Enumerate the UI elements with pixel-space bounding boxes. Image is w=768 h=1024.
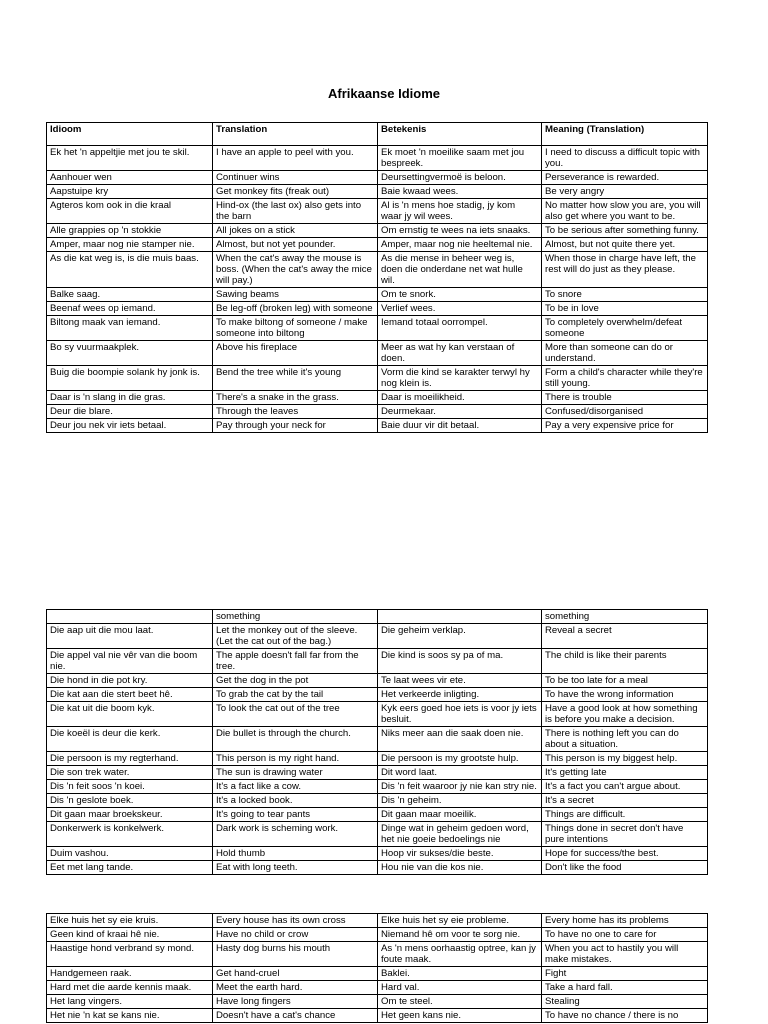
cell-idioom: Geen kind of kraai hê nie.	[47, 928, 213, 942]
table-row	[47, 780, 708, 794]
cell-idioom: Die kat aan die stert beet hê.	[47, 688, 213, 702]
table-row	[47, 861, 708, 875]
cell-betekenis: Vorm die kind se karakter terwyl hy nog klein is.	[378, 366, 542, 391]
cell-translation: It's going to tear pants	[213, 808, 378, 822]
cell-betekenis: Die persoon is my grootste hulp.	[378, 752, 542, 766]
table-row	[47, 727, 708, 752]
cell-translation: To look the cat out of the tree	[213, 702, 378, 727]
cell-betekenis: Kyk eers goed hoe iets is voor jy iets besluit.	[378, 702, 542, 727]
cell-translation: To grab the cat by the tail	[213, 688, 378, 702]
table-body	[47, 914, 708, 1023]
cell-translation: Sawing beams	[213, 288, 378, 302]
idiom-table-2	[46, 609, 708, 875]
table-row	[47, 224, 708, 238]
cell-meaning: To completely overwhelm/defeat someone	[542, 316, 708, 341]
cell-translation: Meet the earth hard.	[213, 981, 378, 995]
cell-idioom: Elke huis het sy eie kruis.	[47, 914, 213, 928]
cell-translation: It's a fact like a cow.	[213, 780, 378, 794]
cell-translation: This person is my right hand.	[213, 752, 378, 766]
cell-idioom: Agteros kom ook in die kraal	[47, 199, 213, 224]
cell-translation: Above his fireplace	[213, 341, 378, 366]
cell-meaning: To be too late for a meal	[542, 674, 708, 688]
cell-meaning: Pay a very expensive price for	[542, 419, 708, 433]
cell-translation: Get hand-cruel	[213, 967, 378, 981]
cell-idioom: Aapstuipe kry	[47, 185, 213, 199]
cell-idioom: Die kat uit die boom kyk.	[47, 702, 213, 727]
cell-betekenis: Deurmekaar.	[378, 405, 542, 419]
table-row	[47, 822, 708, 847]
cell-betekenis: Om te steel.	[378, 995, 542, 1009]
header-idioom: Idioom	[47, 123, 213, 146]
page-title: Afrikaanse Idiome	[328, 86, 440, 101]
cell-betekenis: Het geen kans nie.	[378, 1009, 542, 1023]
cell-meaning: Things are difficult.	[542, 808, 708, 822]
cell-meaning: This person is my biggest help.	[542, 752, 708, 766]
cell-meaning: Almost, but not quite there yet.	[542, 238, 708, 252]
cell-betekenis: Hard val.	[378, 981, 542, 995]
cell-translation: Hasty dog burns his mouth	[213, 942, 378, 967]
cell-translation: Through the leaves	[213, 405, 378, 419]
cell-betekenis: Baie duur vir dit betaal.	[378, 419, 542, 433]
cell-betekenis: Amper, maar nog nie heeltemal nie.	[378, 238, 542, 252]
cell-translation: To make biltong of someone / make someone into biltong	[213, 316, 378, 341]
header-betekenis: Betekenis	[378, 123, 542, 146]
table-header-row	[47, 123, 708, 146]
table-row	[47, 419, 708, 433]
table-row	[47, 238, 708, 252]
cell-meaning: To have no one to care for	[542, 928, 708, 942]
cell-meaning: To have no chance / there is no	[542, 1009, 708, 1023]
cell-betekenis: As 'n mens oorhaastig optree, kan jy foute maak.	[378, 942, 542, 967]
table-body	[47, 610, 708, 875]
cell-betekenis: Hou nie van die kos nie.	[378, 861, 542, 875]
cell-betekenis: Baklei.	[378, 967, 542, 981]
cell-betekenis: Ek moet 'n moeilike saam met jou bespreek.	[378, 146, 542, 171]
table-row	[47, 752, 708, 766]
cell-idioom: Dis 'n geslote boek.	[47, 794, 213, 808]
cell-meaning: I need to discuss a difficult topic with you.	[542, 146, 708, 171]
cell-translation: Let the monkey out of the sleeve. (Let the cat out of the bag.)	[213, 624, 378, 649]
cell-idioom: Beenaf wees op iemand.	[47, 302, 213, 316]
cell-idioom: Donkerwerk is konkelwerk.	[47, 822, 213, 847]
table-row	[47, 366, 708, 391]
cell-idioom: Dis 'n feit soos 'n koei.	[47, 780, 213, 794]
cell-translation: Have long fingers	[213, 995, 378, 1009]
cell-betekenis: Om ernstig te wees na iets snaaks.	[378, 224, 542, 238]
table-row	[47, 341, 708, 366]
table-row	[47, 928, 708, 942]
table-row	[47, 995, 708, 1009]
cell-betekenis: Dis 'n feit waaroor jy nie kan stry nie.	[378, 780, 542, 794]
table-row	[47, 688, 708, 702]
cell-meaning: There is trouble	[542, 391, 708, 405]
cell-meaning: More than someone can do or understand.	[542, 341, 708, 366]
table-row	[47, 1009, 708, 1023]
cell-idioom: Aanhouer wen	[47, 171, 213, 185]
cell-betekenis: Dit gaan maar moeilik.	[378, 808, 542, 822]
table-row	[47, 794, 708, 808]
table-row	[47, 624, 708, 649]
cell-translation: Hold thumb	[213, 847, 378, 861]
cell-translation: I have an apple to peel with you.	[213, 146, 378, 171]
cell-meaning: To be in love	[542, 302, 708, 316]
cell-betekenis: Deursettingvermoë is beloon.	[378, 171, 542, 185]
table-row	[47, 674, 708, 688]
cell-betekenis: Die geheim verklap.	[378, 624, 542, 649]
table-row	[47, 702, 708, 727]
idiom-table-1	[46, 122, 708, 433]
table-row	[47, 405, 708, 419]
cell-meaning: To snore	[542, 288, 708, 302]
cell-translation: Pay through your neck for	[213, 419, 378, 433]
table-row	[47, 981, 708, 995]
table-row	[47, 914, 708, 928]
table-row	[47, 847, 708, 861]
cell-idioom: Eet met lang tande.	[47, 861, 213, 875]
cell-translation: Doesn't have a cat's chance	[213, 1009, 378, 1023]
cell-idioom: Het nie 'n kat se kans nie.	[47, 1009, 213, 1023]
cell-translation: Almost, but not yet pounder.	[213, 238, 378, 252]
table-row	[47, 391, 708, 405]
cell-meaning: It's a fact you can't argue about.	[542, 780, 708, 794]
table-row	[47, 252, 708, 288]
table-row	[47, 146, 708, 171]
cell-meaning: It's a secret	[542, 794, 708, 808]
cell-meaning: Form a child's character while they're still young.	[542, 366, 708, 391]
cell-betekenis: Al is 'n mens hoe stadig, jy kom waar jy wil wees.	[378, 199, 542, 224]
cell-meaning: To be serious after something funny.	[542, 224, 708, 238]
cell-meaning: To have the wrong information	[542, 688, 708, 702]
cell-meaning: It's getting late	[542, 766, 708, 780]
table-row	[47, 808, 708, 822]
cell-meaning: Perseverance is rewarded.	[542, 171, 708, 185]
cell-betekenis: Verlief wees.	[378, 302, 542, 316]
cell-idioom: Die persoon is my regterhand.	[47, 752, 213, 766]
cell-idioom: Biltong maak van iemand.	[47, 316, 213, 341]
cell-translation: Have no child or crow	[213, 928, 378, 942]
cell-meaning: When you act to hastily you will make mistakes.	[542, 942, 708, 967]
cell-betekenis: Elke huis het sy eie probleme.	[378, 914, 542, 928]
cell-meaning: No matter how slow you are, you will also get where you want to be.	[542, 199, 708, 224]
cell-meaning: Things done in secret don't have pure intentions	[542, 822, 708, 847]
cell-translation: The sun is drawing water	[213, 766, 378, 780]
cell-betekenis: Dit word laat.	[378, 766, 542, 780]
cell-betekenis: Baie kwaad wees.	[378, 185, 542, 199]
cell-meaning: Don't like the food	[542, 861, 708, 875]
cell-idioom: Deur die blare.	[47, 405, 213, 419]
table-row	[47, 185, 708, 199]
cell-idioom: Alle grappies op 'n stokkie	[47, 224, 213, 238]
table-row	[47, 288, 708, 302]
cell-translation: Be leg-off (broken leg) with someone	[213, 302, 378, 316]
cell-betekenis: Niemand hê om voor te sorg nie.	[378, 928, 542, 942]
cell-betekenis: Om te snork.	[378, 288, 542, 302]
cell-idioom: Die son trek water.	[47, 766, 213, 780]
cell-betekenis: Te laat wees vir ete.	[378, 674, 542, 688]
table-row	[47, 942, 708, 967]
header-meaning: Meaning (Translation)	[542, 123, 708, 146]
cell-meaning: There is nothing left you can do about a situation.	[542, 727, 708, 752]
cell-translation: There's a snake in the grass.	[213, 391, 378, 405]
cell-idioom: Deur jou nek vir iets betaal.	[47, 419, 213, 433]
cell-idioom: Bo sy vuurmaakplek.	[47, 341, 213, 366]
cell-meaning: Be very angry	[542, 185, 708, 199]
table-body	[47, 146, 708, 433]
cell-meaning: Fight	[542, 967, 708, 981]
table-row	[47, 649, 708, 674]
cell-idioom: Die koeël is deur die kerk.	[47, 727, 213, 752]
cell-meaning: Stealing	[542, 995, 708, 1009]
cell-idioom: Daar is 'n slang in die gras.	[47, 391, 213, 405]
table-row	[47, 316, 708, 341]
cell-betekenis: Die kind is soos sy pa of ma.	[378, 649, 542, 674]
cell-meaning: Take a hard fall.	[542, 981, 708, 995]
cell-betekenis: Niks meer aan die saak doen nie.	[378, 727, 542, 752]
cell-meaning: The child is like their parents	[542, 649, 708, 674]
table-row	[47, 199, 708, 224]
cell-idioom: Buig die boompie solank hy jonk is.	[47, 366, 213, 391]
cell-translation: All jokes on a stick	[213, 224, 378, 238]
cell-meaning: Have a good look at how something is before you make a decision.	[542, 702, 708, 727]
cell-idioom: Amper, maar nog nie stamper nie.	[47, 238, 213, 252]
cell-translation: Continuer wins	[213, 171, 378, 185]
cell-idioom: Haastige hond verbrand sy mond.	[47, 942, 213, 967]
cell-meaning: Confused/disorganised	[542, 405, 708, 419]
cell-betekenis: Meer as wat hy kan verstaan of doen.	[378, 341, 542, 366]
cell-translation: something	[213, 610, 378, 624]
cell-betekenis: Dis 'n geheim.	[378, 794, 542, 808]
table-row	[47, 967, 708, 981]
cell-betekenis: Daar is moeilikheid.	[378, 391, 542, 405]
cell-meaning: Every home has its problems	[542, 914, 708, 928]
cell-betekenis: Het verkeerde inligting.	[378, 688, 542, 702]
cell-meaning: Hope for success/the best.	[542, 847, 708, 861]
cell-idioom: Ek het 'n appeltjie met jou te skil.	[47, 146, 213, 171]
cell-translation: Get the dog in the pot	[213, 674, 378, 688]
cell-translation: Die bullet is through the church.	[213, 727, 378, 752]
cell-translation: Eat with long teeth.	[213, 861, 378, 875]
cell-idioom: Die aap uit die mou laat.	[47, 624, 213, 649]
cell-translation: When the cat's away the mouse is boss. (When the cat's away the mice will pay.)	[213, 252, 378, 288]
cell-betekenis: As die mense in beheer weg is, doen die onderdane net wat hulle wil.	[378, 252, 542, 288]
table-row	[47, 766, 708, 780]
cell-betekenis: Hoop vir sukses/die beste.	[378, 847, 542, 861]
cell-idioom: Het lang vingers.	[47, 995, 213, 1009]
cell-betekenis	[378, 610, 542, 624]
cell-idioom: As die kat weg is, is die muis baas.	[47, 252, 213, 288]
table-row	[47, 610, 708, 624]
idiom-table-3	[46, 913, 708, 1023]
cell-idioom: Hard met die aarde kennis maak.	[47, 981, 213, 995]
cell-translation: Get monkey fits (freak out)	[213, 185, 378, 199]
table-row	[47, 171, 708, 185]
cell-idioom: Balke saag.	[47, 288, 213, 302]
cell-idioom: Die hond in die pot kry.	[47, 674, 213, 688]
cell-translation: Every house has its own cross	[213, 914, 378, 928]
cell-idioom: Die appel val nie vêr van die boom nie.	[47, 649, 213, 674]
cell-idioom: Duim vashou.	[47, 847, 213, 861]
cell-betekenis: Iemand totaal oorrompel.	[378, 316, 542, 341]
header-translation: Translation	[213, 123, 378, 146]
cell-translation: Dark work is scheming work.	[213, 822, 378, 847]
cell-betekenis: Dinge wat in geheim gedoen word, het nie goeie bedoelings nie	[378, 822, 542, 847]
cell-translation: The apple doesn't fall far from the tree.	[213, 649, 378, 674]
cell-translation: Hind-ox (the last ox) also gets into the barn	[213, 199, 378, 224]
cell-translation: It's a locked book.	[213, 794, 378, 808]
cell-meaning: When those in charge have left, the rest will do just as they please.	[542, 252, 708, 288]
cell-translation: Bend the tree while it's young	[213, 366, 378, 391]
cell-meaning: something	[542, 610, 708, 624]
cell-idioom: Dit gaan maar broekskeur.	[47, 808, 213, 822]
cell-idioom	[47, 610, 213, 624]
table-row	[47, 302, 708, 316]
cell-idioom: Handgemeen raak.	[47, 967, 213, 981]
cell-meaning: Reveal a secret	[542, 624, 708, 649]
